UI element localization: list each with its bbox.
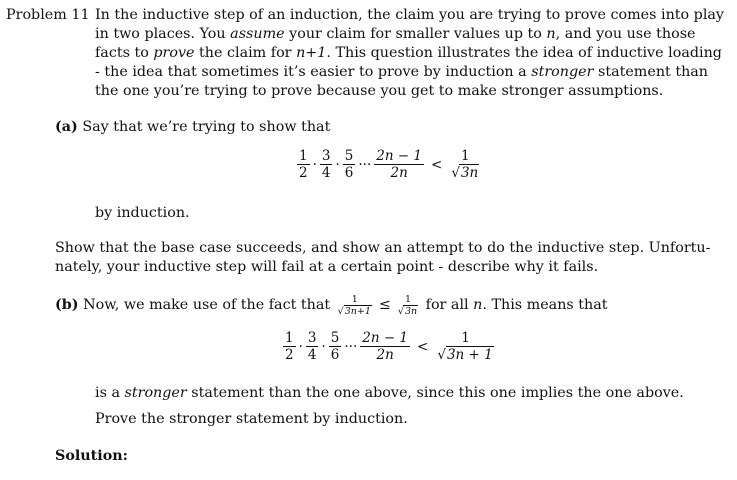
problem-label: Problem 11 <box>6 7 90 23</box>
problem-line-2: in two places. You assume your claim for smaller values up to n, and you use those <box>95 26 696 42</box>
part-a-intro: Say that we’re trying to show that <box>82 119 331 135</box>
frac-2n1-2n: $\frac{2n - 1}{2n}$ <box>376 148 423 181</box>
part-b-intro: Now, we make use of the fact that <box>83 297 331 313</box>
solution-label: Solution: <box>55 448 128 464</box>
part-b-heading: (b) Now, we make use of the fact that $\frac{1}{√3n+1}$ ≤ $\frac{1}{√3n}$ for all n . This means that <box>55 294 608 317</box>
part-a-by-induction: by induction. <box>95 205 190 221</box>
equation-a: $\frac{1}{2}$ · $\frac{3}{4}$ · $\frac{5}{6}$ ··· $\frac{2n - 1}{2n}$ < $\frac{1}{√3n}$ <box>296 149 482 180</box>
part-a-heading <box>55 118 330 137</box>
problem-line-4: - the idea that sometimes it’s easier to prove by induction a stronger statement than <box>95 64 709 80</box>
part-a-task-line-2: nately, your inductive step will fail at a certain point - describe why it fails. <box>55 259 599 275</box>
frac-5-6: $\frac{5}{6}$ <box>344 148 354 181</box>
frac-1-sqrt3n1-inline: $\frac{1}{√3n+1}$ <box>337 294 371 317</box>
part-b-stronger-line: is a stronger statement than the one above, since this one implies the one above. <box>95 385 684 401</box>
part-a-task-line-1: Show that the base case succeeds, and show an attempt to do the inductive step. Unfortu- <box>55 240 711 256</box>
part-a-label: (a) <box>55 119 78 135</box>
problem-line-1: In the inductive step of an induction, the claim you are trying to prove comes into play <box>95 7 724 23</box>
part-b-prove-line: Prove the stronger statement by induction. <box>95 411 408 427</box>
equation-b: $\frac{1}{2}$ · $\frac{3}{4}$ · $\frac{5}{6}$ ··· $\frac{2n - 1}{2n}$ < $\frac{1}{√3n + 1}$ <box>282 331 497 362</box>
frac-1-sqrt3n-inline: $\frac{1}{√3n}$ <box>397 294 418 317</box>
frac-1-sqrt3n1: $\frac{1}{√3n + 1}$ <box>437 330 493 363</box>
frac-1-sqrt3n: $\frac{1}{√3n}$ <box>451 148 479 181</box>
frac-1-2: $\frac{1}{2}$ <box>299 148 308 181</box>
frac-3-4: $\frac{3}{4}$ <box>321 148 331 181</box>
problem-line-3: facts to prove the claim for n+1. This question illustrates the idea of inductive loading <box>95 45 722 61</box>
part-b-label: (b) <box>55 297 79 313</box>
problem-line-5: the one you’re trying to prove because you get to make stronger assumptions. <box>95 83 664 99</box>
